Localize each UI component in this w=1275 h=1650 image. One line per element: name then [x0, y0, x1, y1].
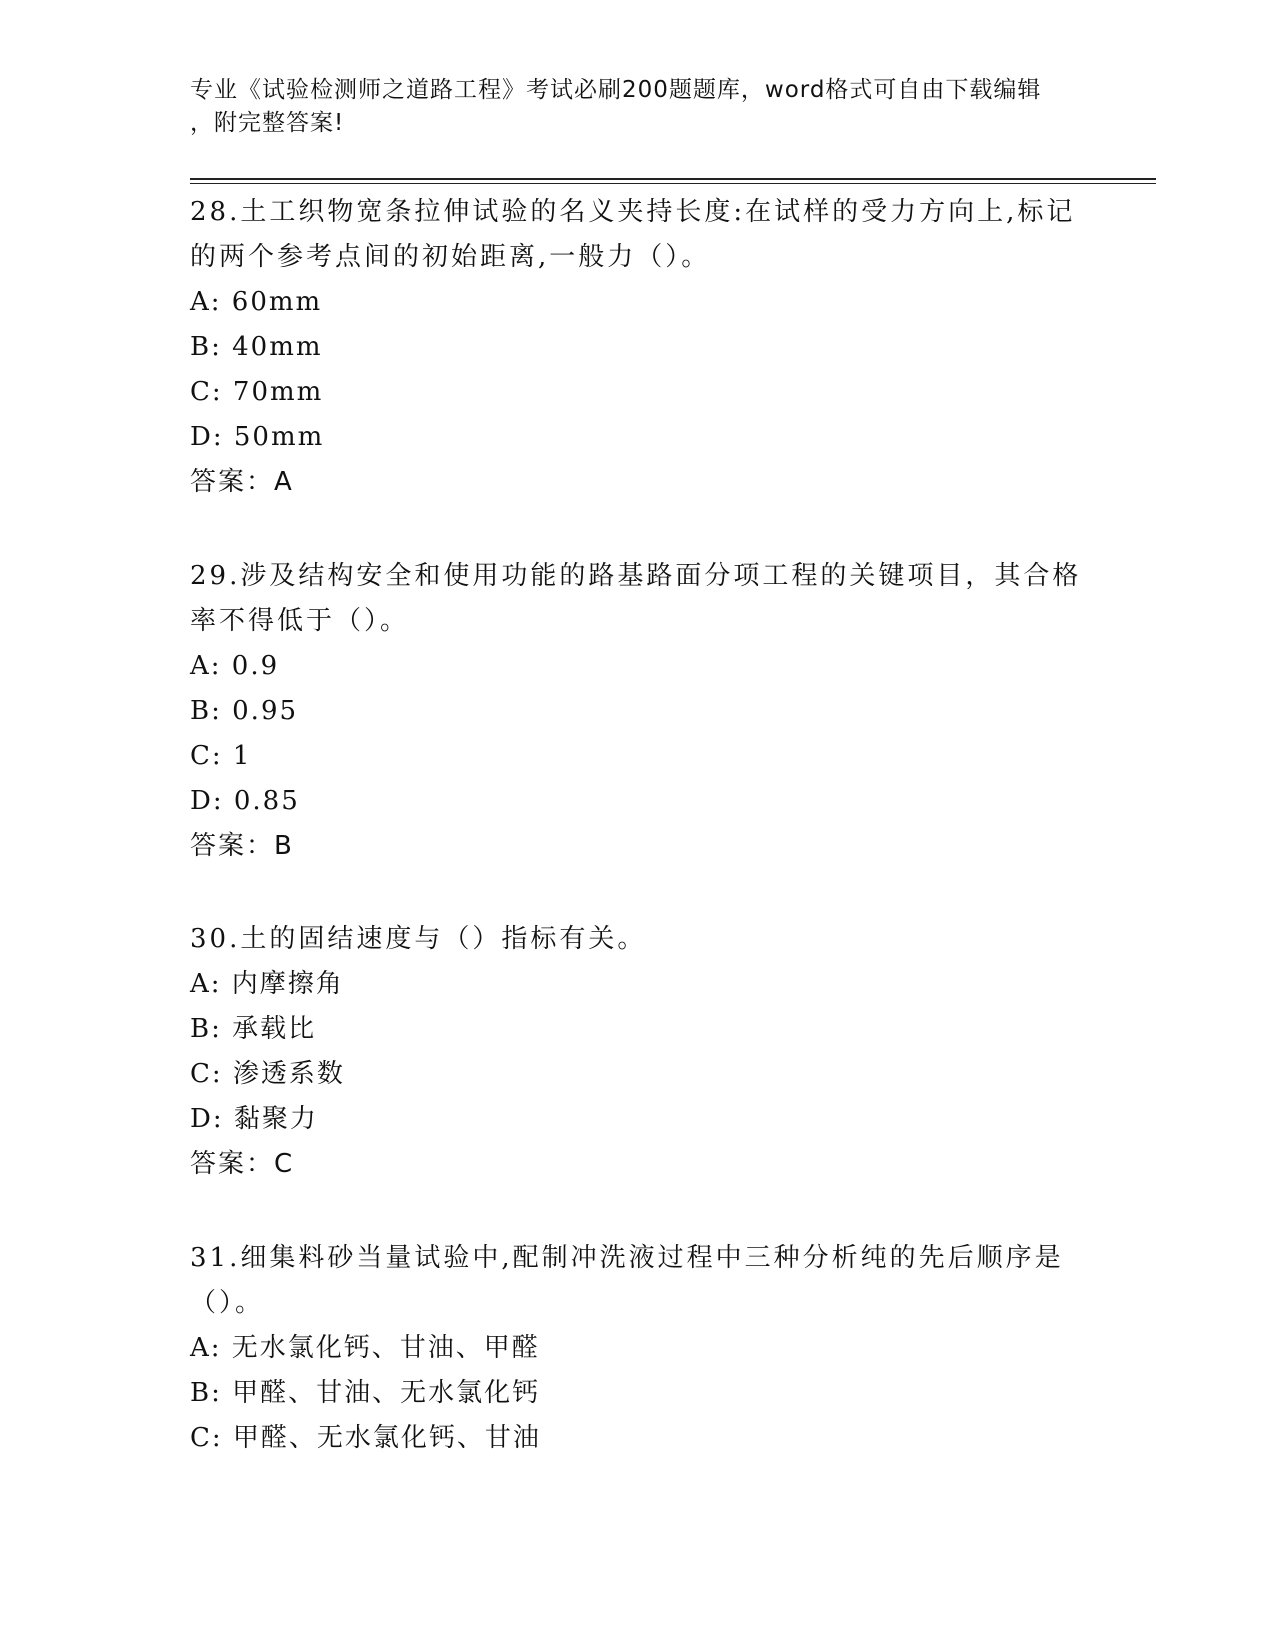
option-c: C: 甲醛、无水氯化钙、甘油 [190, 1423, 541, 1453]
answer-line: 答案：C [190, 1149, 295, 1179]
question-30 [190, 917, 1090, 1187]
option-b: B: 承载比 [190, 1014, 317, 1044]
answer-line: 答案：B [190, 831, 294, 861]
header-line-1: 专业《试验检测师之道路工程》考试必刷200题题库，word格式可自由下载编辑 [190, 77, 1042, 103]
option-b: B: 40mm [190, 332, 323, 362]
option-c: C: 1 [190, 741, 252, 771]
option-b: B: 甲醛、甘油、无水氯化钙 [190, 1378, 541, 1408]
question-stem-line: 率不得低于（）。 [190, 606, 410, 636]
question-stem-line: 29.涉及结构安全和使用功能的路基路面分项工程的关键项目，其合格 [190, 561, 1082, 591]
question-31 [190, 1236, 1090, 1461]
answer-line: 答案：A [190, 467, 294, 497]
question-29 [190, 554, 1090, 869]
question-stem-line: 28.土工织物宽条拉伸试验的名义夹持长度:在试样的受力方向上,标记 [190, 197, 1076, 227]
header-divider-thick [190, 178, 1156, 180]
option-d: D: 黏聚力 [190, 1104, 318, 1134]
option-a: A: 内摩擦角 [190, 969, 344, 999]
option-a: A: 0.9 [190, 651, 280, 681]
header-divider-thin [190, 183, 1156, 184]
option-d: D: 50mm [190, 422, 325, 452]
question-stem-line: 31.细集料砂当量试验中,配制冲洗液过程中三种分析纯的先后顺序是 [190, 1243, 1064, 1273]
option-c: C: 渗透系数 [190, 1059, 345, 1089]
header-line-2: ，附完整答案! [190, 110, 345, 136]
option-d: D: 0.85 [190, 786, 300, 816]
option-a: A: 无水氯化钙、甘油、甲醛 [190, 1333, 540, 1363]
option-b: B: 0.95 [190, 696, 299, 726]
question-stem-line: 的两个参考点间的初始距离,一般力（）。 [190, 242, 711, 272]
question-stem-line: 30.土的固结速度与（）指标有关。 [190, 924, 647, 954]
question-stem-line: （）。 [190, 1288, 265, 1318]
option-c: C: 70mm [190, 377, 324, 407]
option-a: A: 60mm [190, 287, 323, 317]
document-header [190, 74, 1080, 140]
question-28 [190, 190, 1090, 505]
